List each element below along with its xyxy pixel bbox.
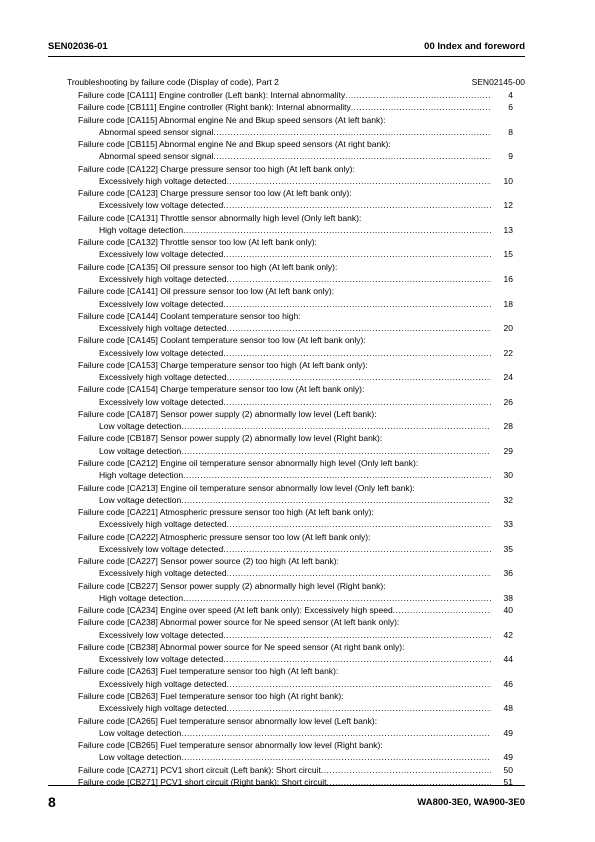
section-name: 00 Index and foreword: [424, 41, 525, 52]
toc-entry-title[interactable]: Failure code [CA227] Sensor power source (2) too high (At left bank):: [78, 556, 339, 567]
toc-entry-title[interactable]: Failure code [CB227] Sensor power supply (2) abnormally high level (Right bank):: [78, 580, 386, 591]
toc-entry-title[interactable]: Failure code [CA222] Atmospheric pressure sensor too low (At left bank only):: [78, 531, 371, 542]
dot-leader: [213, 150, 491, 162]
toc-entry-title[interactable]: Failure code [CA153] Charge temperature sensor too high (At left bank only):: [78, 359, 368, 370]
toc-entry-title[interactable]: Failure code [CA145] Coolant temperature sensor too low (At left bank only):: [78, 335, 366, 346]
dot-leader: [227, 518, 491, 530]
toc-entry-title[interactable]: Failure code [CA265] Fuel temperature sensor abnormally low level (Left bank):: [78, 715, 378, 726]
toc-entry-title: Failure code [CB271] PCV1 short circuit (Right bank): Short circuit: [78, 776, 327, 787]
dot-leader: [227, 175, 491, 187]
header-rule: [48, 56, 525, 57]
toc-entry-subtitle: Excessively low voltage detected: [99, 396, 224, 407]
toc-page-number: 20: [503, 323, 513, 334]
toc-entry-link[interactable]: [78, 543, 513, 555]
toc-page-number: 18: [503, 298, 513, 309]
toc-entry-title[interactable]: Failure code [CB238] Abnormal power source for Ne speed sensor (At right bank only):: [78, 641, 405, 652]
toc-entry-link[interactable]: [78, 175, 513, 187]
model-designation: WA800-3E0, WA900-3E0: [417, 797, 525, 808]
toc-entry-title[interactable]: Failure code [CB187] Sensor power supply (2) abnormally low level (Right bank):: [78, 433, 383, 444]
toc-entry-subtitle: Excessively high voltage detected: [99, 175, 227, 186]
dot-leader: [345, 89, 491, 101]
toc-page-number: 16: [503, 273, 513, 284]
dot-leader: [223, 543, 491, 555]
toc-entry-title: Failure code [CA111] Engine controller (Left bank): Internal abnormality: [78, 90, 346, 100]
toc-entry-link[interactable]: [78, 420, 513, 432]
toc-entry-title[interactable]: Failure code [CA135] Oil pressure sensor too high (At left bank only):: [78, 261, 338, 272]
document-code: SEN02036-01: [48, 41, 108, 52]
dot-leader: [213, 126, 491, 138]
toc-entry-title[interactable]: Failure code [CB263] Fuel temperature sensor too high (At right bank):: [78, 691, 344, 702]
toc-entry-link[interactable]: [78, 322, 513, 334]
toc-entry-subtitle: Abnormal speed sensor signal: [99, 126, 214, 137]
toc-entry-subtitle: Low voltage detection: [99, 752, 182, 763]
dot-leader: [327, 776, 492, 788]
toc-entry-link[interactable]: [78, 347, 513, 359]
toc-entry-link[interactable]: [78, 592, 513, 604]
toc-entry-subtitle: High voltage detection: [99, 592, 184, 603]
toc-page-number: 38: [503, 592, 513, 603]
toc-page-number: 4: [508, 90, 513, 100]
toc-page-number: 10: [503, 175, 513, 186]
dot-leader: [181, 420, 491, 432]
toc-entry-link[interactable]: [78, 126, 513, 138]
dot-leader: [223, 396, 491, 408]
dot-leader: [227, 371, 491, 383]
toc-page-number: 24: [503, 372, 513, 383]
toc-entry-title[interactable]: Failure code [CA132] Throttle sensor too low (At left bank only):: [78, 237, 317, 248]
toc-page-number: 30: [503, 470, 513, 481]
dot-leader: [321, 764, 491, 776]
toc-entry-title[interactable]: Failure code [CA122] Charge pressure sensor too high (At left bank only):: [78, 163, 355, 174]
toc-entry-title: Failure code [CA271] PCV1 short circuit (Left bank): Short circuit: [78, 764, 321, 775]
toc-page-number: 29: [503, 445, 513, 456]
toc-entry-subtitle: Abnormal speed sensor signal: [99, 151, 214, 162]
dot-leader: [181, 445, 491, 457]
toc-entry-subtitle: Low voltage detection: [99, 445, 182, 456]
toc-page-number: 36: [503, 568, 513, 579]
toc-entry-link[interactable]: [78, 653, 513, 665]
toc-entry-title[interactable]: Failure code [CA213] Engine oil temperature sensor abnormally low level (Only left bank):: [78, 482, 415, 493]
dot-leader: [223, 298, 491, 310]
dot-leader: [181, 727, 491, 739]
toc-entry-link[interactable]: [78, 678, 513, 690]
toc-entry-link[interactable]: [78, 604, 513, 616]
toc-entry-title[interactable]: Failure code [CA212] Engine oil temperature sensor abnormally high level (Only left bank):: [78, 457, 419, 468]
toc-page-number: 33: [503, 519, 513, 530]
toc-entry-title[interactable]: Failure code [CA131] Throttle sensor abnormally high level (Only left bank):: [78, 212, 362, 223]
toc-page-number: 35: [503, 543, 513, 554]
toc-entry-title: Failure code [CB111] Engine controller (Right bank): Internal abnormality: [78, 102, 351, 113]
dot-leader: [183, 224, 491, 236]
toc-entry-link[interactable]: [78, 702, 513, 714]
toc-entry-title[interactable]: Failure code [CA263] Fuel temperature sensor too high (At left bank):: [78, 666, 339, 677]
toc-entry-subtitle: Excessively low voltage detected: [99, 347, 224, 358]
toc-entry-title[interactable]: Failure code [CA238] Abnormal power source for Ne speed sensor (At left bank only):: [78, 617, 400, 628]
toc-entry-title[interactable]: Failure code [CA115] Abnormal engine Ne and Bkup speed sensors (At left bank):: [78, 114, 386, 125]
dot-leader: [223, 347, 491, 359]
toc-entry-subtitle: Excessively low voltage detected: [99, 654, 224, 665]
toc-entry-subtitle: Excessively high voltage detected: [99, 273, 227, 284]
toc-entry-subtitle: Excessively low voltage detected: [99, 543, 224, 554]
dot-leader: [223, 199, 491, 211]
toc-entry-title[interactable]: Failure code [CA141] Oil pressure sensor too low (At left bank only):: [78, 286, 335, 297]
toc-entry-link[interactable]: [78, 629, 513, 641]
toc-entry-subtitle: High voltage detection: [99, 224, 184, 235]
dot-leader: [223, 248, 491, 260]
toc-entry-link[interactable]: [78, 89, 513, 101]
dot-leader: [227, 273, 491, 285]
toc-entry-subtitle: Low voltage detection: [99, 727, 182, 738]
toc-entry-subtitle: High voltage detection: [99, 470, 184, 481]
toc-entry-subtitle: Excessively low voltage detected: [99, 298, 224, 309]
toc-page-number: 13: [503, 224, 513, 235]
toc-section-code: SEN02145-00: [471, 77, 525, 87]
toc-page-number: 15: [503, 249, 513, 260]
toc-entry-subtitle: Excessively high voltage detected: [99, 568, 227, 579]
dot-leader: [181, 494, 491, 506]
toc-page-number: 6: [508, 102, 513, 113]
toc-entry-title[interactable]: Failure code [CB115] Abnormal engine Ne and Bkup speed sensors (At right bank):: [78, 139, 391, 150]
toc-page-number: 8: [508, 126, 513, 137]
dot-leader: [181, 751, 491, 763]
dot-leader: [183, 469, 491, 481]
dot-leader: [227, 567, 491, 579]
toc-page-number: 26: [503, 396, 513, 407]
toc-entry-link[interactable]: [78, 273, 513, 285]
dot-leader: [223, 653, 491, 665]
toc-entry-link[interactable]: [78, 371, 513, 383]
toc-page-number: 28: [503, 421, 513, 432]
table-of-contents: [78, 89, 513, 788]
toc-entry-title[interactable]: Failure code [CA123] Charge pressure sensor too low (At left bank only):: [78, 188, 352, 199]
toc-entry-link[interactable]: [78, 445, 513, 457]
toc-entry-link[interactable]: [78, 101, 513, 113]
toc-entry-title[interactable]: Failure code [CA221] Atmospheric pressure sensor too high (At left bank only):: [78, 507, 374, 518]
toc-entry-link[interactable]: [78, 396, 513, 408]
toc-page-number: 50: [503, 764, 513, 775]
toc-entry-link[interactable]: [78, 751, 513, 763]
toc-entry-subtitle: Excessively low voltage detected: [99, 249, 224, 260]
toc-entry-link[interactable]: [78, 518, 513, 530]
toc-entry-link[interactable]: [78, 248, 513, 260]
toc-entry-link[interactable]: [78, 469, 513, 481]
toc-entry-subtitle: Excessively high voltage detected: [99, 678, 227, 689]
toc-page-number: 9: [508, 151, 513, 162]
toc-entry-subtitle: Low voltage detection: [99, 421, 182, 432]
toc-entry-subtitle: Low voltage detection: [99, 494, 182, 505]
toc-page-number: 49: [503, 752, 513, 763]
toc-page-number: 51: [503, 776, 513, 787]
dot-leader: [183, 592, 491, 604]
dot-leader: [223, 629, 491, 641]
toc-entry-link[interactable]: [78, 567, 513, 579]
toc-entry-subtitle: Excessively low voltage detected: [99, 629, 224, 640]
toc-entry-subtitle: Excessively high voltage detected: [99, 372, 227, 383]
page-number: 8: [48, 794, 56, 810]
toc-entry-link[interactable]: [78, 494, 513, 506]
toc-entry-title[interactable]: Failure code [CA144] Coolant temperature sensor too high:: [78, 310, 301, 321]
toc-page-number: 40: [503, 605, 513, 616]
toc-entry-title[interactable]: Failure code [CB265] Fuel temperature sensor abnormally low level (Right bank):: [78, 740, 383, 751]
dot-leader: [227, 702, 491, 714]
toc-page-number: 46: [503, 678, 513, 689]
toc-entry-link[interactable]: [78, 776, 513, 788]
toc-entry-link[interactable]: [78, 150, 513, 162]
footer-rule: [48, 785, 525, 786]
dot-leader: [227, 322, 491, 334]
toc-entry-link[interactable]: [78, 764, 513, 776]
toc-entry-subtitle: Excessively low voltage detected: [99, 200, 224, 211]
toc-page-number: 12: [503, 200, 513, 211]
dot-leader: [351, 101, 491, 113]
dot-leader: [393, 604, 491, 616]
toc-entry-title[interactable]: Failure code [CA187] Sensor power supply (2) abnormally low level (Left bank):: [78, 408, 377, 419]
toc-page-number: 22: [503, 347, 513, 358]
toc-page-number: 49: [503, 727, 513, 738]
toc-entry-link[interactable]: [78, 298, 513, 310]
toc-page-number: 44: [503, 654, 513, 665]
toc-entry-link[interactable]: [78, 727, 513, 739]
toc-entry-link[interactable]: [78, 199, 513, 211]
toc-entry-subtitle: Excessively high voltage detected: [99, 323, 227, 334]
toc-page-number: 32: [503, 494, 513, 505]
toc-entry-title: Failure code [CA234] Engine over speed (At left bank only): Excessively high speed: [78, 605, 393, 616]
toc-entry-title[interactable]: Failure code [CA154] Charge temperature sensor too low (At left bank only):: [78, 384, 365, 395]
toc-entry-subtitle: Excessively high voltage detected: [99, 519, 227, 530]
toc-entry-subtitle: Excessively high voltage detected: [99, 703, 227, 714]
toc-entry-link[interactable]: [78, 224, 513, 236]
dot-leader: [227, 678, 491, 690]
toc-page-number: 42: [503, 629, 513, 640]
toc-section-title: Troubleshooting by failure code (Display of code), Part 2: [67, 77, 279, 87]
toc-page-number: 48: [503, 703, 513, 714]
